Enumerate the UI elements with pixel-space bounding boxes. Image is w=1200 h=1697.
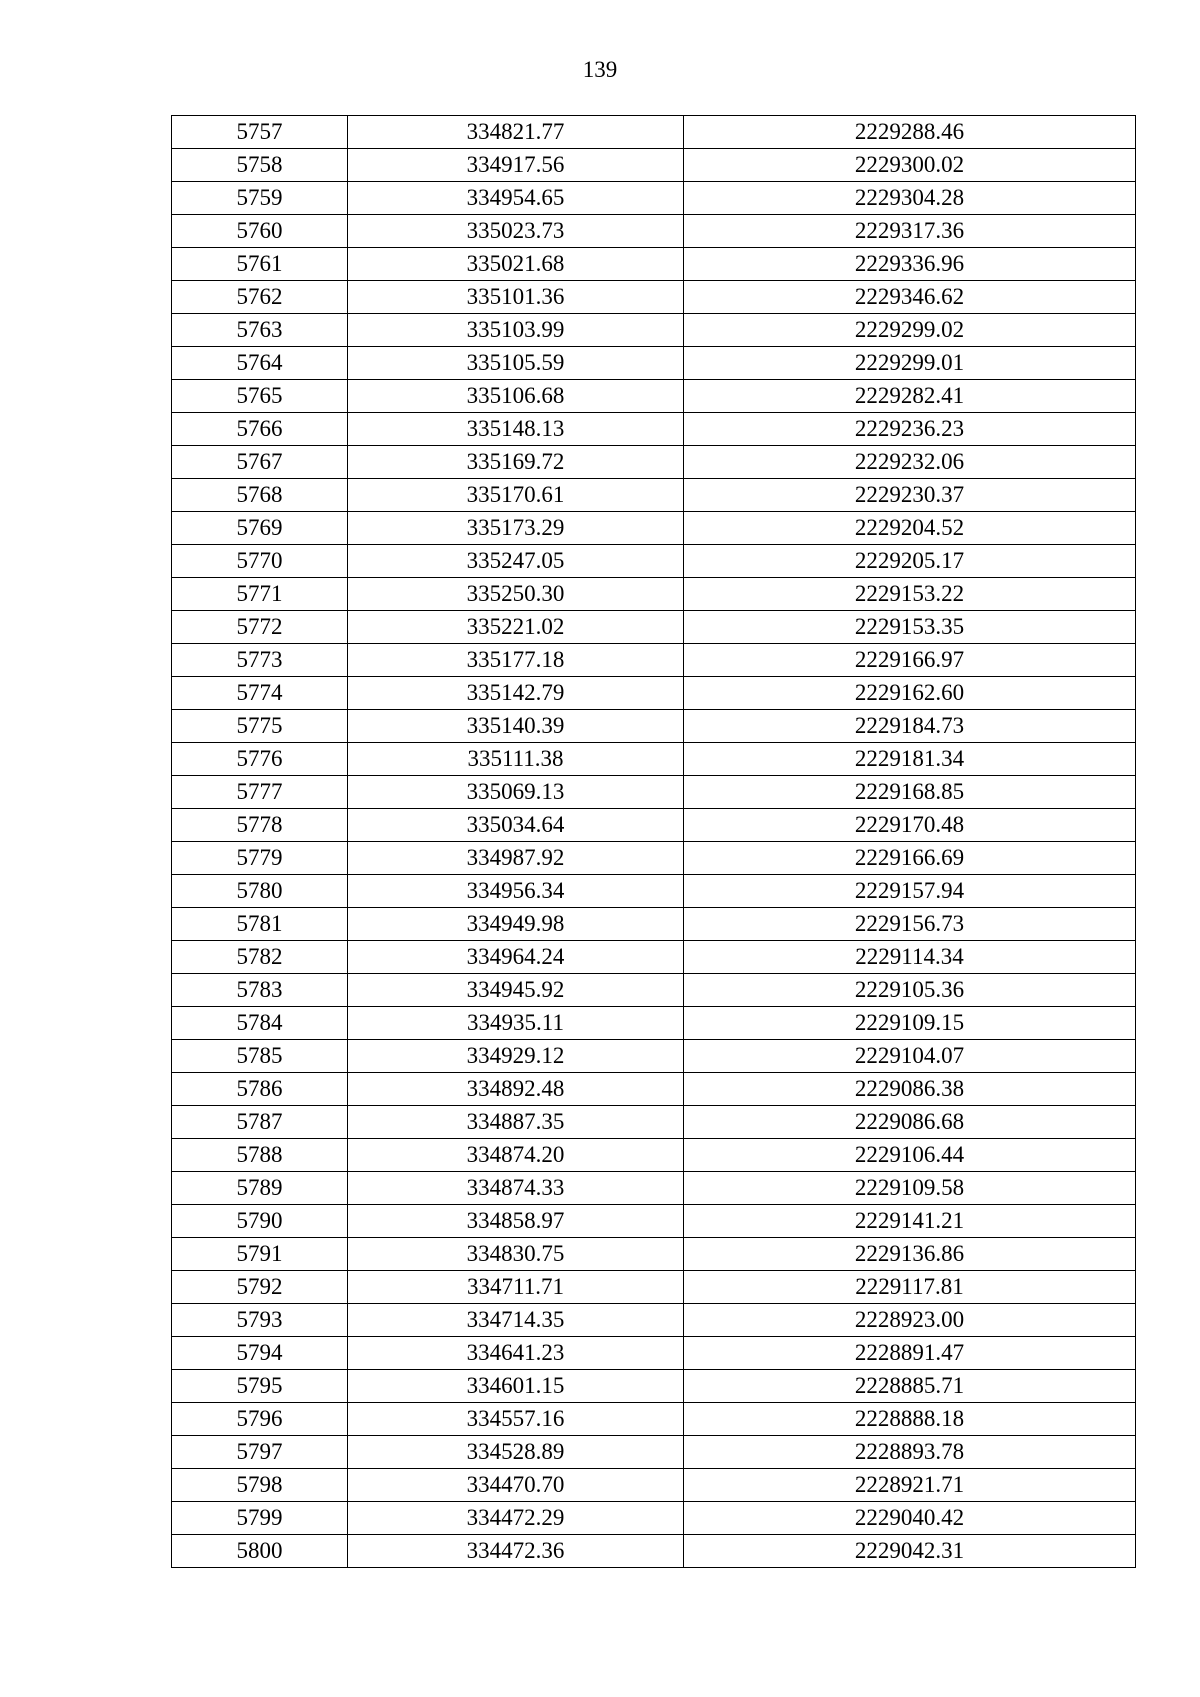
table-row [172,182,1136,215]
y-coordinate-cell: 2228921.71 [684,1469,1136,1502]
y-coordinate-cell: 2229346.62 [684,281,1136,314]
x-coordinate-cell: 335103.99 [348,314,684,347]
y-coordinate-cell: 2229299.01 [684,347,1136,380]
y-coordinate-cell: 2229317.36 [684,215,1136,248]
y-coordinate-cell: 2229156.73 [684,908,1136,941]
y-coordinate-cell: 2229153.35 [684,611,1136,644]
point-number-cell: 5759 [172,182,348,215]
point-number-cell: 5765 [172,380,348,413]
table-row [172,1106,1136,1139]
table-row [172,743,1136,776]
y-coordinate-cell: 2229104.07 [684,1040,1136,1073]
point-number-cell: 5800 [172,1535,348,1568]
x-coordinate-cell: 334711.71 [348,1271,684,1304]
point-number-cell: 5783 [172,974,348,1007]
table-row [172,116,1136,149]
x-coordinate-cell: 334917.56 [348,149,684,182]
point-number-cell: 5797 [172,1436,348,1469]
x-coordinate-cell: 334821.77 [348,116,684,149]
x-coordinate-cell: 335173.29 [348,512,684,545]
x-coordinate-cell: 334472.29 [348,1502,684,1535]
point-number-cell: 5787 [172,1106,348,1139]
table-row [172,842,1136,875]
y-coordinate-cell: 2229086.68 [684,1106,1136,1139]
x-coordinate-cell: 335250.30 [348,578,684,611]
x-coordinate-cell: 335221.02 [348,611,684,644]
y-coordinate-cell: 2229336.96 [684,248,1136,281]
point-number-cell: 5777 [172,776,348,809]
x-coordinate-cell: 335170.61 [348,479,684,512]
table-row [172,413,1136,446]
y-coordinate-cell: 2229106.44 [684,1139,1136,1172]
table-row [172,1535,1136,1568]
point-number-cell: 5775 [172,710,348,743]
point-number-cell: 5773 [172,644,348,677]
point-number-cell: 5764 [172,347,348,380]
x-coordinate-cell: 335142.79 [348,677,684,710]
y-coordinate-cell: 2229170.48 [684,809,1136,842]
table-row [172,710,1136,743]
y-coordinate-cell: 2228891.47 [684,1337,1136,1370]
x-coordinate-cell: 335101.36 [348,281,684,314]
table-row [172,1337,1136,1370]
point-number-cell: 5776 [172,743,348,776]
table-row [172,776,1136,809]
table-row [172,941,1136,974]
point-number-cell: 5772 [172,611,348,644]
x-coordinate-cell: 334887.35 [348,1106,684,1139]
x-coordinate-cell: 334470.70 [348,1469,684,1502]
x-coordinate-cell: 335247.05 [348,545,684,578]
table-row [172,149,1136,182]
table-row [172,1205,1136,1238]
x-coordinate-cell: 335023.73 [348,215,684,248]
y-coordinate-cell: 2229232.06 [684,446,1136,479]
y-coordinate-cell: 2229236.23 [684,413,1136,446]
point-number-cell: 5788 [172,1139,348,1172]
y-coordinate-cell: 2229166.69 [684,842,1136,875]
y-coordinate-cell: 2229141.21 [684,1205,1136,1238]
point-number-cell: 5789 [172,1172,348,1205]
table-row [172,1271,1136,1304]
y-coordinate-cell: 2229109.15 [684,1007,1136,1040]
y-coordinate-cell: 2229299.02 [684,314,1136,347]
table-row [172,1073,1136,1106]
x-coordinate-cell: 334714.35 [348,1304,684,1337]
y-coordinate-cell: 2229114.34 [684,941,1136,974]
table-row [172,1040,1136,1073]
x-coordinate-cell: 334949.98 [348,908,684,941]
table-row [172,974,1136,1007]
y-coordinate-cell: 2229136.86 [684,1238,1136,1271]
x-coordinate-cell: 334956.34 [348,875,684,908]
x-coordinate-cell: 335140.39 [348,710,684,743]
x-coordinate-cell: 335148.13 [348,413,684,446]
x-coordinate-cell: 335177.18 [348,644,684,677]
x-coordinate-cell: 335034.64 [348,809,684,842]
y-coordinate-cell: 2229288.46 [684,116,1136,149]
y-coordinate-cell: 2229109.58 [684,1172,1136,1205]
y-coordinate-cell: 2229300.02 [684,149,1136,182]
y-coordinate-cell: 2229230.37 [684,479,1136,512]
coordinates-table-body [172,116,1136,1568]
table-row [172,611,1136,644]
x-coordinate-cell: 334830.75 [348,1238,684,1271]
table-row [172,347,1136,380]
x-coordinate-cell: 334935.11 [348,1007,684,1040]
table-row [172,578,1136,611]
point-number-cell: 5757 [172,116,348,149]
y-coordinate-cell: 2229282.41 [684,380,1136,413]
table-row [172,1469,1136,1502]
table-row [172,1403,1136,1436]
table-row [172,380,1136,413]
point-number-cell: 5767 [172,446,348,479]
y-coordinate-cell: 2229204.52 [684,512,1136,545]
point-number-cell: 5784 [172,1007,348,1040]
table-row [172,314,1136,347]
point-number-cell: 5781 [172,908,348,941]
point-number-cell: 5761 [172,248,348,281]
y-coordinate-cell: 2228893.78 [684,1436,1136,1469]
x-coordinate-cell: 334964.24 [348,941,684,974]
point-number-cell: 5770 [172,545,348,578]
table-row [172,809,1136,842]
table-row [172,1436,1136,1469]
point-number-cell: 5791 [172,1238,348,1271]
table-row [172,446,1136,479]
point-number-cell: 5796 [172,1403,348,1436]
point-number-cell: 5786 [172,1073,348,1106]
x-coordinate-cell: 335069.13 [348,776,684,809]
point-number-cell: 5792 [172,1271,348,1304]
y-coordinate-cell: 2229181.34 [684,743,1136,776]
table-row [172,1502,1136,1535]
y-coordinate-cell: 2229086.38 [684,1073,1136,1106]
table-row [172,281,1136,314]
y-coordinate-cell: 2229157.94 [684,875,1136,908]
point-number-cell: 5779 [172,842,348,875]
point-number-cell: 5769 [172,512,348,545]
point-number-cell: 5758 [172,149,348,182]
y-coordinate-cell: 2229205.17 [684,545,1136,578]
x-coordinate-cell: 335105.59 [348,347,684,380]
table-row [172,644,1136,677]
x-coordinate-cell: 334874.33 [348,1172,684,1205]
y-coordinate-cell: 2228923.00 [684,1304,1136,1337]
table-row [172,479,1136,512]
x-coordinate-cell: 334945.92 [348,974,684,1007]
point-number-cell: 5762 [172,281,348,314]
y-coordinate-cell: 2229040.42 [684,1502,1136,1535]
x-coordinate-cell: 334472.36 [348,1535,684,1568]
table-row [172,545,1136,578]
x-coordinate-cell: 334892.48 [348,1073,684,1106]
point-number-cell: 5785 [172,1040,348,1073]
table-row [172,908,1136,941]
x-coordinate-cell: 334641.23 [348,1337,684,1370]
y-coordinate-cell: 2229184.73 [684,710,1136,743]
table-row [172,1370,1136,1403]
point-number-cell: 5760 [172,215,348,248]
table-row [172,248,1136,281]
table-row [172,512,1136,545]
x-coordinate-cell: 335111.38 [348,743,684,776]
table-row [172,875,1136,908]
x-coordinate-cell: 334929.12 [348,1040,684,1073]
y-coordinate-cell: 2229105.36 [684,974,1136,1007]
x-coordinate-cell: 334557.16 [348,1403,684,1436]
y-coordinate-cell: 2229166.97 [684,644,1136,677]
x-coordinate-cell: 335021.68 [348,248,684,281]
point-number-cell: 5782 [172,941,348,974]
table-row [172,1007,1136,1040]
table-row [172,1139,1136,1172]
y-coordinate-cell: 2229304.28 [684,182,1136,215]
table-row [172,1304,1136,1337]
x-coordinate-cell: 335106.68 [348,380,684,413]
point-number-cell: 5768 [172,479,348,512]
page-number: 139 [582,57,618,82]
point-number-cell: 5795 [172,1370,348,1403]
y-coordinate-cell: 2229162.60 [684,677,1136,710]
y-coordinate-cell: 2229117.81 [684,1271,1136,1304]
point-number-cell: 5794 [172,1337,348,1370]
point-number-cell: 5798 [172,1469,348,1502]
x-coordinate-cell: 334954.65 [348,182,684,215]
table-row [172,1172,1136,1205]
point-number-cell: 5778 [172,809,348,842]
point-number-cell: 5780 [172,875,348,908]
point-number-cell: 5793 [172,1304,348,1337]
y-coordinate-cell: 2228888.18 [684,1403,1136,1436]
point-number-cell: 5790 [172,1205,348,1238]
point-number-cell: 5799 [172,1502,348,1535]
point-number-cell: 5774 [172,677,348,710]
x-coordinate-cell: 334528.89 [348,1436,684,1469]
x-coordinate-cell: 334874.20 [348,1139,684,1172]
y-coordinate-cell: 2229168.85 [684,776,1136,809]
y-coordinate-cell: 2229042.31 [684,1535,1136,1568]
table-row [172,215,1136,248]
x-coordinate-cell: 334987.92 [348,842,684,875]
point-number-cell: 5763 [172,314,348,347]
point-number-cell: 5771 [172,578,348,611]
y-coordinate-cell: 2229153.22 [684,578,1136,611]
y-coordinate-cell: 2228885.71 [684,1370,1136,1403]
x-coordinate-cell: 334601.15 [348,1370,684,1403]
coordinates-table [171,115,1136,1568]
x-coordinate-cell: 335169.72 [348,446,684,479]
point-number-cell: 5766 [172,413,348,446]
table-row [172,677,1136,710]
x-coordinate-cell: 334858.97 [348,1205,684,1238]
table-row [172,1238,1136,1271]
